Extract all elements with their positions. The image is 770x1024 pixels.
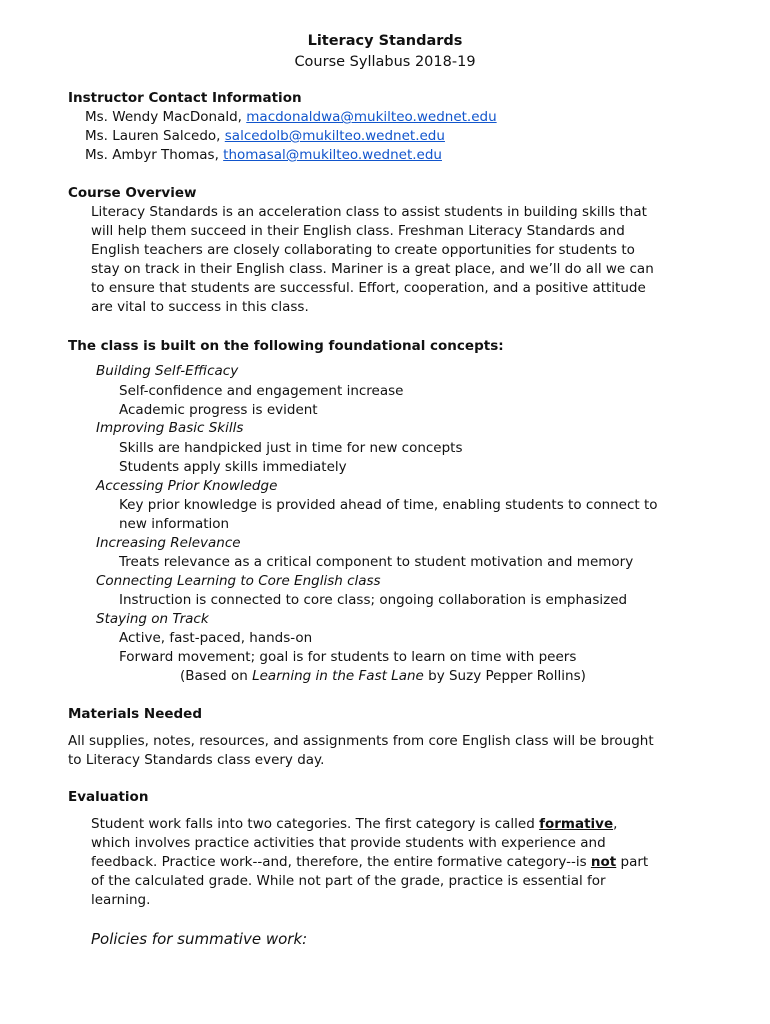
- concepts-heading: The class is built on the following foundational concepts:: [68, 338, 504, 354]
- overview-line: Literacy Standards is an acceleration class to assist students in building skills that: [91, 204, 647, 220]
- instructor-2: [85, 128, 445, 144]
- policies-heading: Policies for summative work:: [91, 930, 308, 948]
- concept-title: Connecting Learning to Core English class: [96, 573, 381, 589]
- evaluation-line: of the calculated grade. While not part of the grade, practice is essential for: [91, 873, 606, 889]
- concept-title: Increasing Relevance: [96, 535, 241, 551]
- overview-line: to ensure that students are successful. Effort, cooperation, and a positive attitude: [91, 280, 646, 296]
- source-suffix: by Suzy Pepper Rollins): [423, 668, 586, 684]
- source-book-title: Learning in the Fast Lane: [252, 668, 424, 684]
- concept-point: Skills are handpicked just in time for new concepts: [119, 440, 463, 456]
- overview-heading: Course Overview: [68, 185, 197, 201]
- evaluation-line: learning.: [91, 892, 151, 908]
- instructor-3-email-link[interactable]: thomasal@mukilteo.wednet.edu: [223, 147, 442, 163]
- instructor-3-name: Ms. Ambyr Thomas,: [85, 147, 224, 163]
- concept-point: Treats relevance as a critical component to student motivation and memory: [119, 554, 634, 570]
- concepts-source: [180, 668, 586, 684]
- overview-line: stay on track in their English class. Mariner is a great place, and we’ll do all we can: [91, 261, 654, 277]
- page-subtitle: Course Syllabus 2018-19: [294, 54, 476, 70]
- materials-line: All supplies, notes, resources, and assignments from core English class will be brought: [68, 733, 654, 749]
- evaluation-text: feedback. Practice work--and, therefore, the entire formative category--is: [91, 854, 591, 870]
- overview-line: are vital to success in this class.: [91, 299, 309, 315]
- evaluation-line: which involves practice activities that provide students with experience and: [91, 835, 606, 851]
- evaluation-text: part: [616, 854, 649, 870]
- concept-point: Self-confidence and engagement increase: [119, 383, 404, 399]
- evaluation-text: Student work falls into two categories. The first category is called: [91, 816, 540, 832]
- source-prefix: (Based on: [180, 668, 253, 684]
- overview-line: will help them succeed in their English class. Freshman Literacy Standards and: [91, 223, 625, 239]
- materials-heading: Materials Needed: [68, 706, 203, 722]
- overview-line: English teachers are closely collaborating to create opportunities for students to: [91, 242, 635, 258]
- contact-heading: Instructor Contact Information: [68, 90, 302, 106]
- instructor-2-email-link[interactable]: salcedolb@mukilteo.wednet.edu: [224, 128, 445, 144]
- concept-title: Staying on Track: [96, 611, 209, 627]
- page-title: Literacy Standards: [307, 33, 463, 49]
- instructor-2-name: Ms. Lauren Salcedo,: [85, 128, 225, 144]
- instructor-1-name: Ms. Wendy MacDonald,: [85, 109, 247, 125]
- materials-line: to Literacy Standards class every day.: [68, 752, 325, 768]
- concept-point: new information: [119, 516, 230, 532]
- concept-point: Forward movement; goal is for students to learn on time with peers: [119, 649, 577, 665]
- evaluation-line: [91, 816, 617, 832]
- concept-point: Students apply skills immediately: [119, 459, 347, 475]
- instructor-1: [85, 109, 497, 125]
- concept-point: Academic progress is evident: [119, 402, 318, 418]
- formative-term: formative: [539, 816, 614, 832]
- evaluation-line: [91, 854, 648, 870]
- concept-title: Improving Basic Skills: [96, 420, 244, 436]
- concept-title: Accessing Prior Knowledge: [96, 478, 278, 494]
- instructor-3: [85, 147, 442, 163]
- evaluation-text: ,: [613, 816, 618, 832]
- evaluation-heading: Evaluation: [68, 789, 149, 805]
- instructor-1-email-link[interactable]: macdonaldwa@mukilteo.wednet.edu: [246, 109, 497, 125]
- not-emphasis: not: [590, 854, 617, 870]
- concept-point: Instruction is connected to core class; ongoing collaboration is emphasized: [119, 592, 628, 608]
- concept-title: Building Self-Efficacy: [96, 363, 239, 379]
- concept-point: Active, fast-paced, hands-on: [119, 630, 313, 646]
- concept-point: Key prior knowledge is provided ahead of time, enabling students to connect to: [119, 497, 658, 513]
